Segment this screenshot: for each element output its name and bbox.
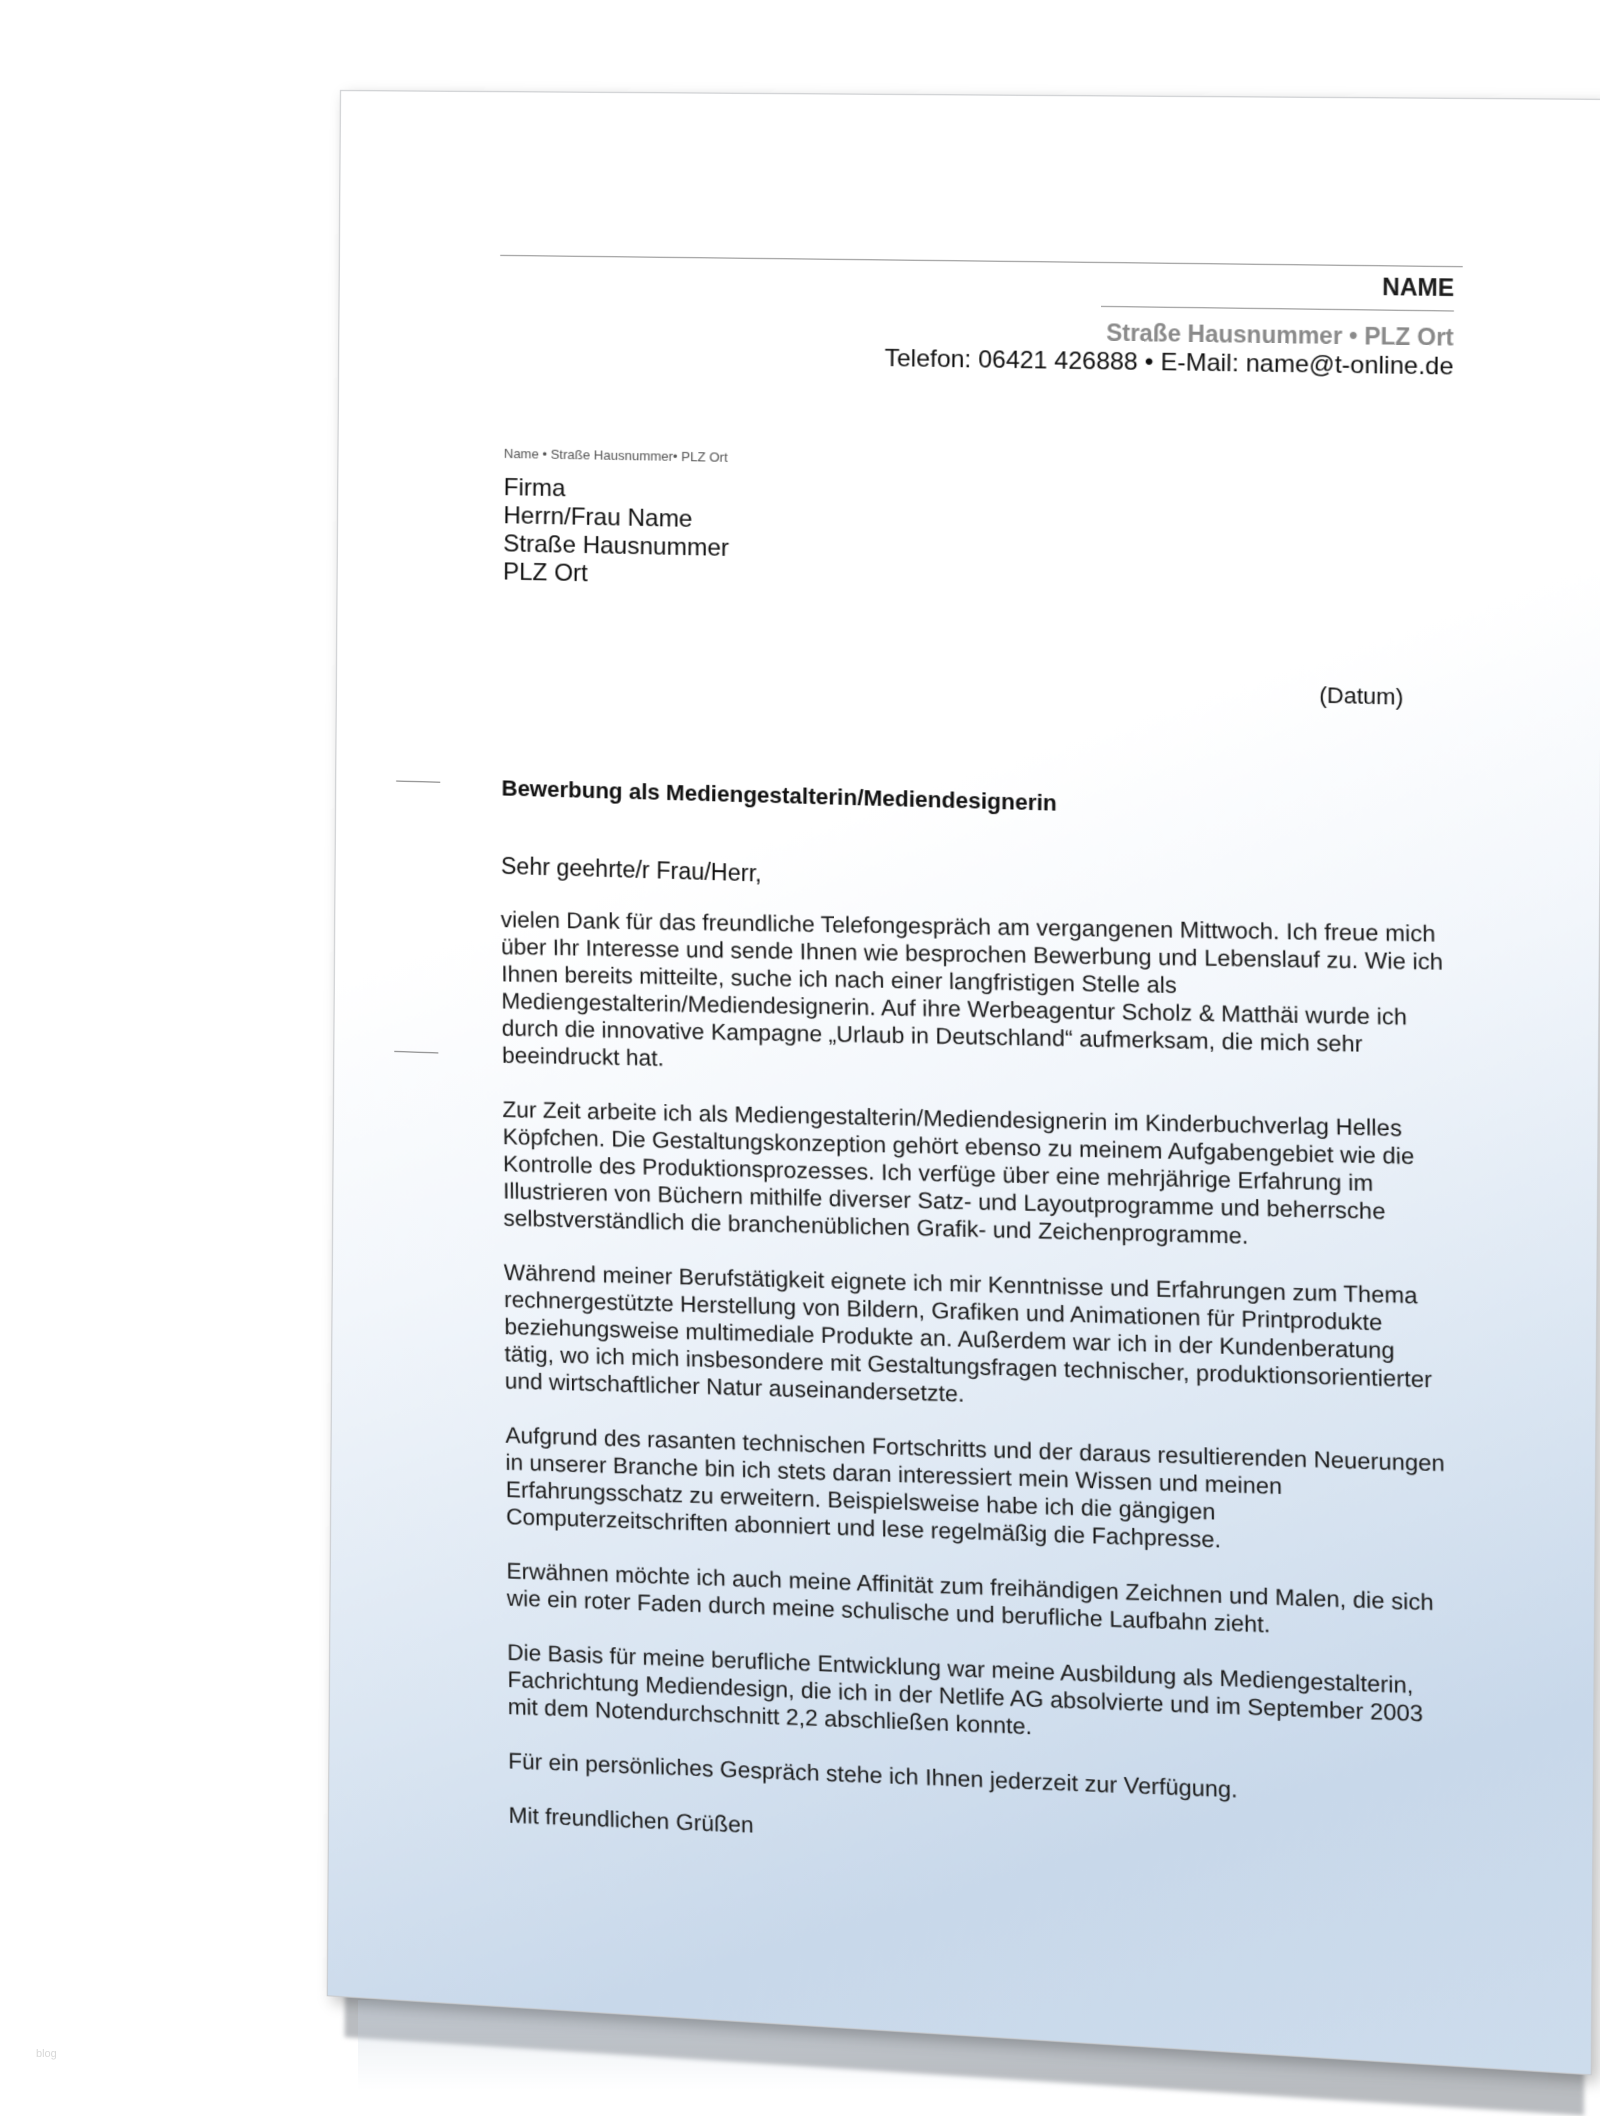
letter-closing: Mit freundlichen Grüßen <box>508 1802 754 1838</box>
sender-address: Straße Hausnummer • PLZ Ort <box>1106 319 1454 351</box>
fold-mark-middle <box>394 1051 438 1054</box>
watermark-text: blog <box>36 2048 57 2060</box>
body-paragraph: vielen Dank für das freundliche Telefongespräch am vergangenen Mittwoch. Ich freue mich über Ihr Interesse und sende Ihnen wie besprochen Bewerbung und Lebenslauf zu. Wie ich Ihnen bereits mitteilte, suche ich nach einer langfristigen Stelle als Mediengestalterin/Mediendesignerin. Auf ihre Werbeagentur Scholz & Matthäi wurde ich durch die innovative Kampagne „Urlaub in Deutschland“ aufmerksam, die mich sehr beeindruckt hat. <box>500 906 1444 1071</box>
fold-mark-top <box>396 781 440 783</box>
letter-page <box>327 90 1600 2075</box>
letter-salutation: Sehr geehrte/r Frau/Herr, <box>500 852 762 887</box>
sender-contact: Telefon: 06421 426888 • E-Mail: name@t-online.de <box>884 344 1454 381</box>
sender-name: NAME <box>1382 273 1455 302</box>
body-paragraph: Die Basis für meine berufliche Entwicklung war meine Ausbildung als Mediengestalterin, Fachrichtung Mediendesign, die ich in der Netlife AG absolvierte und im September 2003 mit dem Notendurchschnitt 2,2 abschließen konnte. <box>507 1639 1424 1740</box>
letter-body <box>501 906 1456 1896</box>
body-paragraph: Aufgrund des rasanten technischen Fortschritts und der daraus resultierenden Neuerungen in unserer Branche bin ich stets daran interessiert mein Wissen und meinen Erfahrungsschatz zu erweitern. Beispielsweise habe ich die gängigen Computerzeitschriften abonniert und lese regelmäßig die Fachpresse. <box>505 1422 1445 1553</box>
recipient-company: Firma <box>503 473 566 503</box>
recipient-city: PLZ Ort <box>502 558 588 588</box>
recipient-street: Straße Hausnummer <box>503 530 730 562</box>
header-divider <box>500 255 1463 267</box>
body-paragraph: Für ein persönliches Gespräch stehe ich Ihnen jederzeit zur Verfügung. <box>508 1748 1238 1803</box>
recipient-block <box>503 474 730 591</box>
body-paragraph: Zur Zeit arbeite ich als Mediengestalterin/Mediendesignerin im Kinderbuchverlag Helles Köpfchen. Die Gestaltungskonzeption gehört ebenso zu meinem Aufgabengebiet wie die Kontrolle des Produktionsprozesses. Ich verfüge über eine mehrjährige Erfahrung im Illustrieren von Büchern mithilfe diverser Satz- und Layoutprogramme und beherrsche selbstverständlich die branchenüblichen Grafik- und Zeichenprogramme. <box>502 1096 1415 1249</box>
return-address-line: Name • Straße Hausnummer• PLZ Ort <box>503 445 728 465</box>
body-paragraph: Während meiner Berufstätigkeit eignete ich mir Kenntnisse und Erfahrungen zum Thema rechnergestützte Herstellung von Bildern, Grafiken und Animationen für Printprodukte beziehungsweise multimediale Produkte an. Außerdem war ich in der Kundenberatung tätig, wo ich mich insbesondere mit Gestaltungsfragen technischer, produktionsorientierter und wirtschaftlicher Natur auseinandersetzte. <box>503 1259 1433 1407</box>
letter-date: (Datum) <box>1319 682 1404 710</box>
name-divider <box>1101 306 1454 312</box>
letter-subject: Bewerbung als Mediengestalterin/Mediendesignerin <box>501 775 1057 816</box>
recipient-name: Herrn/Frau Name <box>503 502 693 533</box>
body-paragraph: Erwähnen möchte ich auch meine Affinität zum freihändigen Zeichnen und Malen, die sich wie ein roter Faden durch meine schulische und berufliche Laufbahn zieht. <box>506 1558 1434 1638</box>
